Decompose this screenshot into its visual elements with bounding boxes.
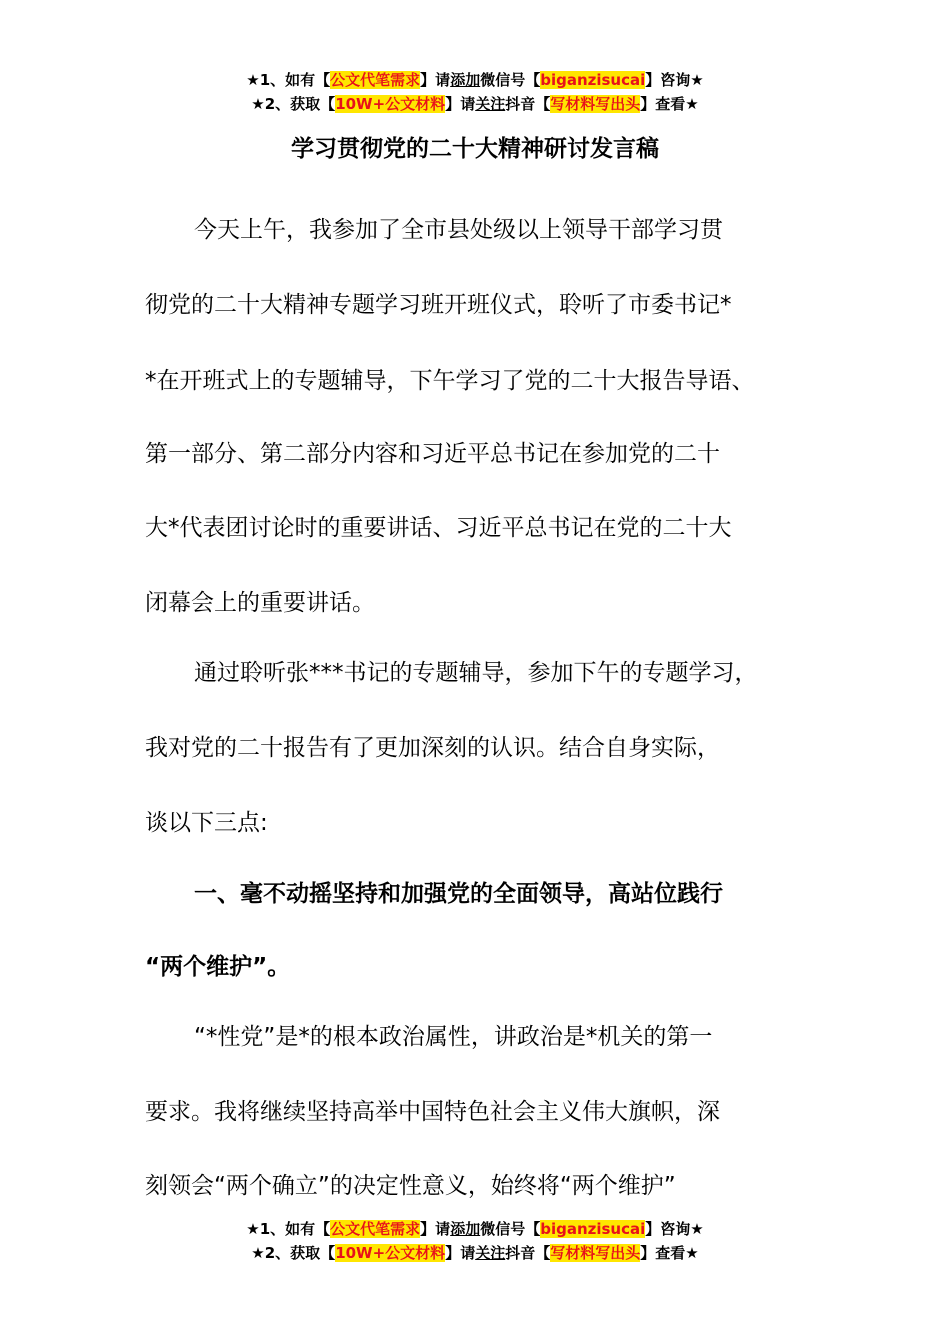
body-line: 第一部分、第二部分内容和习近平总书记在参加党的二十 — [145, 441, 720, 467]
promo-line-2: ★2、获取【10W+公文材料】请关注抖音【写材料写出头】查看★ — [251, 95, 699, 113]
promo-banner-top — [0, 68, 950, 116]
highlight-wechat-id: biganzisucai — [540, 71, 646, 89]
promo-banner-bottom — [0, 1217, 950, 1265]
highlight-douyin-account: 写材料写出头 — [550, 1244, 641, 1262]
body-line: 要求。我将继续坚持高举中国特色社会主义伟大旗帜，深 — [145, 1099, 720, 1125]
highlight-service: 公文代笔需求 — [330, 71, 421, 89]
body-line: 谈以下三点: — [145, 810, 268, 836]
body-line: 刻领会“两个确立”的决定性意义，始终将“两个维护” — [145, 1173, 676, 1199]
highlight-wechat-id: biganzisucai — [540, 1220, 646, 1238]
highlight-materials: 10W+公文材料 — [335, 1244, 446, 1262]
body-line: 彻党的二十大精神专题学习班开班仪式，聆听了市委书记* — [145, 292, 732, 318]
document-title: 学习贯彻党的二十大精神研讨发言稿 — [291, 136, 659, 162]
highlight-materials: 10W+公文材料 — [335, 95, 446, 113]
body-line: 今天上午，我参加了全市县处级以上领导干部学习贯 — [194, 217, 723, 243]
highlight-service: 公文代笔需求 — [330, 1220, 421, 1238]
body-line: 大*代表团讨论时的重要讲话、习近平总书记在党的二十大 — [145, 515, 732, 541]
body-line: 我对党的二十报告有了更加深刻的认识。结合自身实际， — [145, 735, 720, 761]
highlight-douyin-account: 写材料写出头 — [550, 95, 641, 113]
section-heading: 一、毫不动摇坚持和加强党的全面领导，高站位践行 — [194, 881, 723, 907]
body-line: “*性党”是*的根本政治属性，讲政治是*机关的第一 — [194, 1024, 713, 1050]
promo-line-2: ★2、获取【10W+公文材料】请关注抖音【写材料写出头】查看★ — [251, 1244, 699, 1262]
body-line: 通过聆听张***书记的专题辅导，参加下午的专题学习， — [194, 660, 758, 686]
body-line: 闭幕会上的重要讲话。 — [145, 590, 375, 616]
body-line: *在开班式上的专题辅导，下午学习了党的二十大报告导语、 — [145, 368, 755, 394]
promo-line-1: ★1、如有【公文代笔需求】请添加微信号【biganzisucai】咨询★ — [246, 71, 704, 89]
section-heading: “两个维护”。 — [145, 954, 291, 980]
promo-line-1: ★1、如有【公文代笔需求】请添加微信号【biganzisucai】咨询★ — [246, 1220, 704, 1238]
